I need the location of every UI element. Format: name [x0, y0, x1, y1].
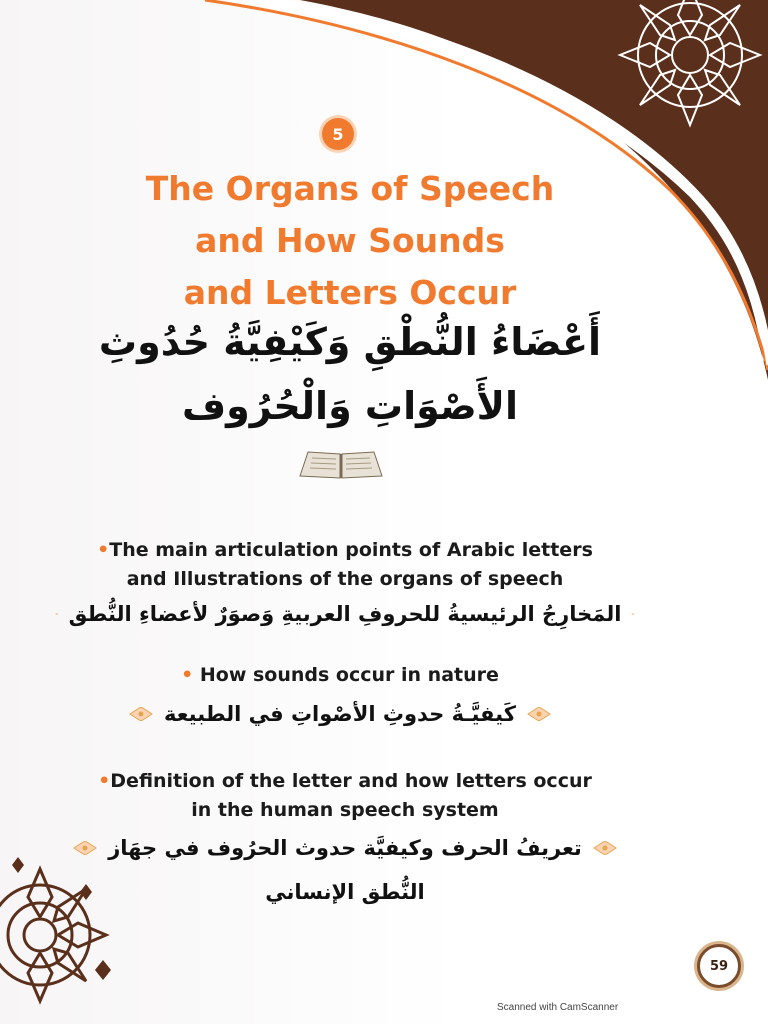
bullet: • [97, 539, 110, 561]
item-english-line: and Illustrations of the organs of speech [126, 568, 564, 590]
diamond-ornament-icon [526, 707, 552, 721]
item-arabic [100, 692, 580, 736]
scanner-watermark: Scanned with CamScanner [497, 1002, 619, 1013]
item-english-line: in the human speech system [191, 799, 499, 821]
diamond-ornament-icon [72, 841, 98, 855]
arabic-title-line: الأَصْوَاتِ وَالْحُرُوف [182, 384, 519, 428]
item-arabic [60, 826, 630, 914]
page-number: 59 [697, 944, 741, 988]
diamond-ornament-icon [592, 841, 618, 855]
arabic-title [90, 310, 610, 438]
item-english-line: How sounds occur in nature [199, 664, 499, 686]
item-english-line: The main articulation points of Arabic letters [109, 539, 593, 561]
diamond-ornament-icon [128, 707, 154, 721]
bullet: • [98, 770, 111, 792]
item-arabic-line: كَيفيَّـةُ حدوثِ الأصْواتِ في الطبيعة [164, 702, 516, 726]
bullet: • [181, 664, 194, 686]
title-line: The Organs of Speech [145, 169, 555, 208]
item-english-line: Definition of the letter and how letters occur [110, 770, 592, 792]
chapter-number-badge: 5 [322, 118, 354, 150]
title-line: and Letters Occur [183, 273, 517, 312]
item-arabic [55, 592, 635, 636]
open-book-icon [298, 444, 384, 480]
item-arabic-line: المَخارِجُ الرئيسيةُ للحروفِ العربيةِ وَصوَرٌ لأعضاءِ النُّطق [68, 602, 622, 626]
item-english [100, 661, 580, 690]
item-english [60, 767, 630, 825]
title-line: and How Sounds [195, 221, 505, 260]
item-arabic-line: النُّطق الإنساني [265, 880, 425, 904]
diamond-ornament-icon [631, 607, 635, 621]
item-english [55, 536, 635, 594]
diamond-ornament-icon [55, 607, 59, 621]
arabic-title-line: أَعْضَاءُ النُّطْقِ وَكَيْفِيَّةُ حُدُوثِ [98, 320, 602, 364]
page-title [70, 163, 630, 319]
item-arabic-line: تعريفُ الحرف وكيفيَّة حدوث الحرُوف في جهَاز [108, 836, 582, 860]
